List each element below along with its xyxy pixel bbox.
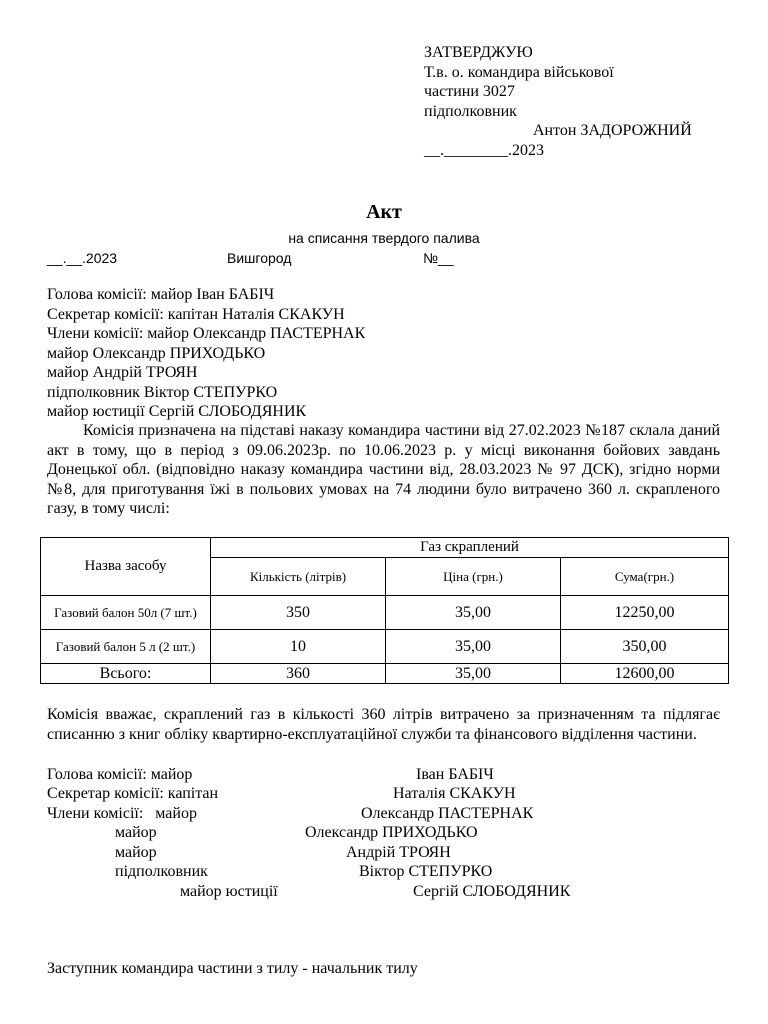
cell-qty: 350 [211, 596, 386, 630]
signature-name: Олександр ПРИХОДЬКО [305, 824, 478, 841]
cell-price: 35,00 [386, 630, 561, 664]
signature-name: Наталія СКАКУН [393, 785, 516, 802]
col-header-name: Назва засобу [41, 538, 211, 596]
commission-list [47, 285, 365, 422]
signature-name: Сергій СЛОБОДЯНИК [413, 883, 571, 900]
cell-sum: 12250,00 [561, 596, 729, 630]
commission-member: Члени комісії: майор Олександр ПАСТЕРНАК [47, 325, 366, 342]
signature-name: Віктор СТЕПУРКО [359, 863, 493, 880]
document-subtitle: на списання твердого палива [288, 230, 480, 246]
signature-role: підполковник [115, 863, 208, 880]
approval-unit: частини 3027 [424, 83, 515, 100]
conclusion-paragraph: Комісія вважає, скраплений газ в кількості 360 літрів витрачено за призначенням та підлягає списанню з книг обліку квартирно-експлуатаційної служби та фінансового відділення частини. [47, 706, 720, 743]
total-sum: 12600,00 [561, 664, 729, 684]
fuel-table [40, 537, 729, 684]
document-date: __.__.2023 [47, 250, 118, 266]
commission-member: Голова комісії: майор Іван БАБІЧ [47, 286, 275, 303]
footer-signatory: Заступник командира частини з тилу - начальник тилу [47, 960, 418, 977]
approval-heading: ЗАТВЕРДЖУЮ [424, 44, 533, 61]
signature-role: Секретар комісії: капітан [47, 785, 219, 802]
approval-rank: підполковник [424, 102, 517, 120]
col-header-price: Ціна (грн.) [386, 558, 561, 596]
signature-name: Іван БАБІЧ [416, 766, 494, 783]
cell-sum: 350,00 [561, 630, 729, 664]
table-row [41, 596, 729, 630]
col-header-sum: Сума(грн.) [561, 558, 729, 596]
signature-role: майор [115, 824, 157, 841]
commission-member: підполковник Віктор СТЕПУРКО [47, 383, 278, 401]
commission-member: майор Андрій ТРОЯН [47, 364, 198, 381]
cell-qty: 10 [211, 630, 386, 664]
approval-position: Т.в. о. командира військової [424, 63, 614, 81]
signature-role: майор [115, 844, 157, 861]
approval-date: __.________.2023 [424, 141, 544, 159]
table-row [41, 630, 729, 664]
approval-name: Антон ЗАДОРОЖНИЙ [533, 122, 692, 139]
document-number: №__ [423, 250, 454, 266]
document-city: Вишгород [227, 250, 292, 266]
commission-member: майор Олександр ПРИХОДЬКО [47, 344, 266, 362]
cell-name: Газовий балон 50л (7 шт.) [41, 596, 211, 630]
document-title: Акт [366, 201, 402, 223]
signature-name: Андрій ТРОЯН [346, 844, 451, 861]
body-paragraph: Комісія призначена на підставі наказу командира частини від 27.02.2023 №187 склала даний акт в тому, що в період з 09.06.2023р. по 10.06.2023 р. у місці виконання бойових завдань Донецької обл. (відповідно наказу командира частини від, 28.03.2023 № 97 ДСК), згідно норми №8, для приготування їжі в польових умовах на 74 людини було витрачено 360 л. скрапленого газу, в тому числі: [47, 422, 720, 517]
total-price: 35,00 [386, 664, 561, 684]
col-header-group: Газ скраплений [211, 538, 729, 558]
commission-member: Секретар комісії: капітан Наталія СКАКУН [47, 305, 345, 323]
signature-role: майор юстиції [180, 883, 278, 900]
commission-member: майор юстиції Сергій СЛОБОДЯНИК [47, 403, 307, 420]
table-total-row [41, 664, 729, 684]
col-header-qty: Кількість (літрів) [211, 558, 386, 596]
approval-block [424, 43, 692, 160]
cell-name: Газовий балон 5 л (2 шт.) [41, 630, 211, 664]
signature-name: Олександр ПАСТЕРНАК [361, 805, 534, 822]
total-label: Всього: [41, 664, 211, 684]
total-qty: 360 [211, 664, 386, 684]
signature-role: Голова комісії: майор [47, 766, 193, 783]
signature-role: Члени комісії: майор [47, 805, 197, 822]
cell-price: 35,00 [386, 596, 561, 630]
